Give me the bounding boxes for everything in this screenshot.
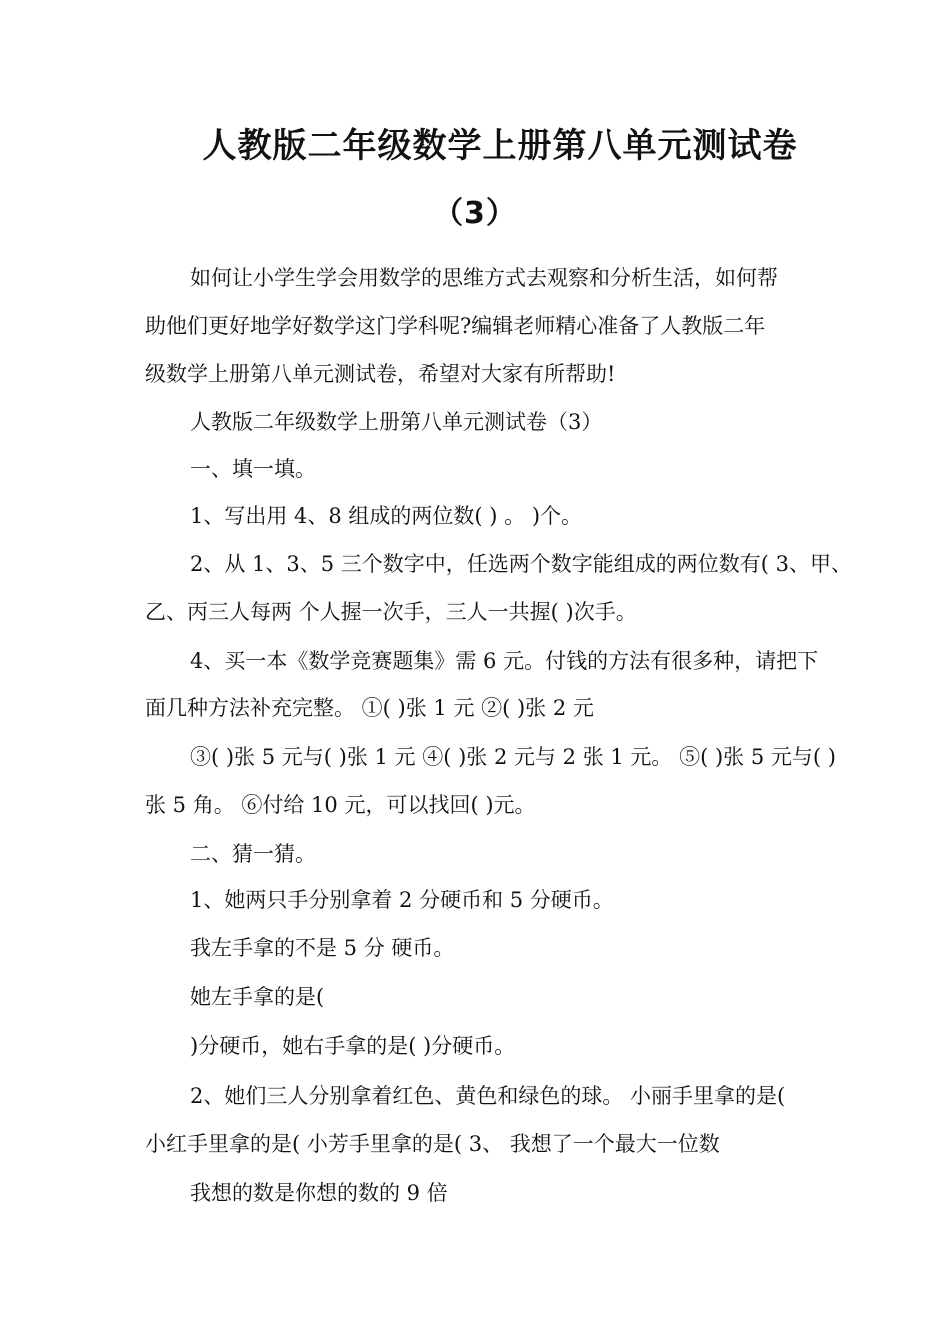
intro-line-2: 助他们更好地学好数学这门学科呢?编辑老师精心准备了人教版二年 (145, 314, 766, 338)
section-1-heading: 一、填一填。 (190, 457, 316, 481)
question-1-4-options: ③( )张 5 元与( )张 1 元 ④( )张 2 元与 2 张 1 元。 ⑤( )张 5 元与( ) (190, 745, 836, 769)
question-1-4: 4、买一本《数学竞赛题集》需 6 元。付钱的方法有很多种，请把下 (190, 649, 819, 673)
question-2-2-cont: 小红手里拿的是( 小芳手里拿的是( 3、 我想了一个最大一位数 (145, 1132, 720, 1156)
question-1-2: 2、从 1、3、5 三个数字中，任选两个数字能组成的两位数有( 3、甲、 (190, 552, 853, 576)
section-2-heading: 二、猜一猜。 (190, 842, 316, 866)
subtitle: 人教版二年级数学上册第八单元测试卷（3） (190, 410, 603, 434)
document-title: 人教版二年级数学上册第八单元测试卷 (202, 126, 798, 166)
intro-line-3: 级数学上册第八单元测试卷，希望对大家有所帮助! (145, 362, 616, 386)
question-2-3-hint: 我想的数是你想的数的 9 倍 (190, 1181, 448, 1205)
question-2-2: 2、她们三人分别拿着红色、黄色和绿色的球。 小丽手里拿的是( (190, 1084, 786, 1108)
question-2-1-blank-1: 她左手拿的是( (190, 985, 325, 1009)
question-2-1: 1、她两只手分别拿着 2 分硬币和 5 分硬币。 (190, 888, 614, 912)
question-1-1: 1、写出用 4、8 组成的两位数( ) 。 )个。 (190, 504, 583, 528)
question-1-3: 乙、丙三人每两 个人握一次手，三人一共握( )次手。 (145, 600, 637, 624)
question-2-1-blank-2: )分硬币，她右手拿的是( )分硬币。 (190, 1034, 516, 1058)
question-1-4-options-cont: 张 5 角。 ⑥付给 10 元，可以找回( )元。 (145, 793, 536, 817)
question-1-4-cont: 面几种方法补充完整。 ①( )张 1 元 ②( )张 2 元 (145, 696, 594, 720)
question-2-1-hint: 我左手拿的不是 5 分 硬币。 (190, 936, 455, 960)
document-title-number: （3） (433, 196, 517, 231)
intro-line-1: 如何让小学生学会用数学的思维方式去观察和分析生活，如何帮 (190, 266, 778, 290)
